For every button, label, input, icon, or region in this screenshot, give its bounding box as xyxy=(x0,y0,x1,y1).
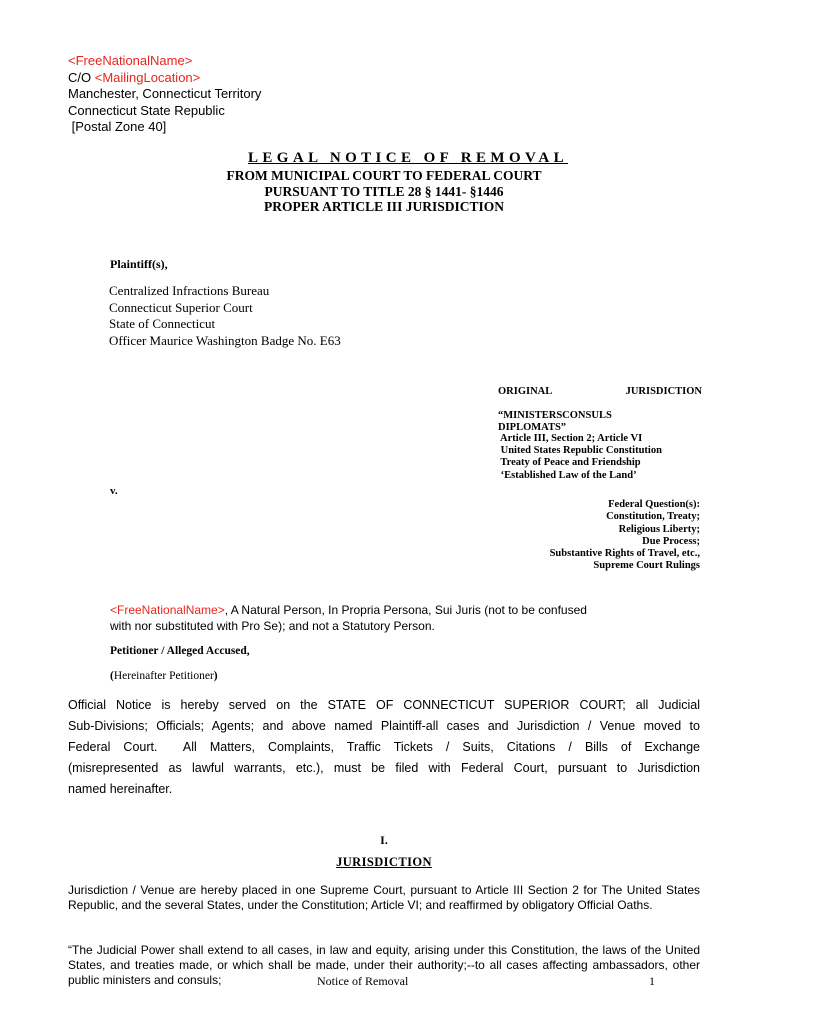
care-of-prefix: C/O xyxy=(68,69,95,85)
page-number: 1 xyxy=(649,974,655,988)
official-notice-paragraph xyxy=(68,695,700,800)
federal-questions-list xyxy=(420,499,700,573)
ministers-line-1: “MINISTERSCONSULS xyxy=(498,410,612,421)
hereinafter-close-paren: ) xyxy=(213,670,218,682)
title-subline-1: FROM MUNICIPAL COURT TO FEDERAL COURT xyxy=(226,168,542,183)
official-notice-line: (misrepresented as lawful warrants, etc.), must be filed with Federal Court, pursuant to Jurisdiction xyxy=(68,761,700,775)
sender-postal-line: [Postal Zone 40] xyxy=(68,119,167,134)
title-subline-2: PURSUANT TO TITLE 28 § 1441- §1446 xyxy=(264,184,504,199)
federal-question-item: Constitution, Treaty; xyxy=(606,511,700,523)
authority-list xyxy=(498,433,662,482)
authority-item: United States Republic Constitution xyxy=(498,445,662,457)
authority-item: Article III, Section 2; Article VI xyxy=(498,433,643,444)
official-notice-line: named hereinafter. xyxy=(68,782,173,796)
authority-item: Treaty of Peace and Friendship xyxy=(498,457,641,469)
jurisdiction-paragraph: Jurisdiction / Venue are hereby placed in one Supreme Court, pursuant to Article III Section 2 for The United States Republic, and the several States, under the Constitution; Article VI; and reaffirmed by obligatory Official Oaths. xyxy=(68,883,700,912)
plaintiff-item: Connecticut Superior Court xyxy=(109,299,253,315)
judicial-power-quote: “The Judicial Power shall extend to all cases, in law and equity, arising under this Constitution, the laws of the United States, and treaties made, or which shall be made, under their authority;--to all cases affecting ambassadors, other public ministers and consuls; xyxy=(68,943,700,987)
sender-name xyxy=(68,53,261,70)
official-notice-line: Official Notice is hereby served on the STATE OF CONNECTICUT SUPERIOR COURT; all Judicial xyxy=(68,698,700,712)
petitioner-label: Petitioner / Alleged Accused, xyxy=(110,645,250,657)
federal-question-item: Supreme Court Rulings xyxy=(593,560,700,572)
defendant-line-1-text: , A Natural Person, In Propria Persona, Sui Juris (not to be confused xyxy=(224,603,587,617)
federal-question-item: Due Process; xyxy=(642,535,700,547)
federal-question-item: Federal Question(s): xyxy=(608,499,700,510)
defendant-description xyxy=(110,602,587,634)
plaintiff-item: State of Connecticut xyxy=(109,316,216,331)
federal-question-item: Religious Liberty; xyxy=(618,523,700,535)
section-numeral: I. xyxy=(380,833,388,847)
ministers-consuls-label xyxy=(498,410,612,433)
sender-care-of-line xyxy=(68,70,261,87)
section-heading: JURISDICTION xyxy=(336,855,432,869)
defendant-line-2: with nor substituted with Pro Se); and not a Statutory Person. xyxy=(110,619,435,633)
authority-item: ‘Established Law of the Land’ xyxy=(498,469,637,481)
ministers-line-2: DIPLOMATS” xyxy=(498,421,567,433)
federal-question-item: Substantive Rights of Travel, etc., xyxy=(549,548,700,560)
title-subline-3: PROPER ARTICLE III JURISDICTION xyxy=(264,199,504,214)
sender-name-placeholder: <FreeNationalName> xyxy=(68,53,193,68)
mailing-location-placeholder: <MailingLocation> xyxy=(94,69,201,85)
sender-city-line: Manchester, Connecticut Territory xyxy=(68,86,262,101)
original-word: ORIGINAL xyxy=(498,386,553,397)
hereinafter-label xyxy=(110,670,218,682)
document-title: LEGAL NOTICE OF REMOVAL xyxy=(248,150,568,166)
plaintiff-item: Officer Maurice Washington Badge No. E63 xyxy=(109,332,341,348)
sender-address-block xyxy=(68,53,261,136)
defendant-name-placeholder: <FreeNationalName> xyxy=(110,603,225,617)
official-notice-line: Sub-Divisions; Officials; Agents; and above named Plaintiff-all cases and Jurisdiction / Venue moved to xyxy=(68,719,700,733)
original-jurisdiction-heading xyxy=(498,386,702,397)
footer-label: Notice of Removal xyxy=(317,974,409,988)
hereinafter-open-paren: ( xyxy=(110,670,114,682)
plaintiff-label: Plaintiff(s), xyxy=(110,257,168,271)
defendant-line-1 xyxy=(110,602,587,618)
sender-state-line: Connecticut State Republic xyxy=(68,102,225,118)
hereinafter-text: Hereinafter Petitioner xyxy=(113,670,214,682)
jurisdiction-word: JURISDICTION xyxy=(625,386,702,397)
plaintiff-item: Centralized Infractions Bureau xyxy=(109,283,270,298)
versus-label: v. xyxy=(110,485,118,497)
plaintiff-list xyxy=(109,283,341,349)
official-notice-line: Federal Court. All Matters, Complaints, Traffic Tickets / Suits, Citations / Bills of Exchange xyxy=(68,740,700,754)
